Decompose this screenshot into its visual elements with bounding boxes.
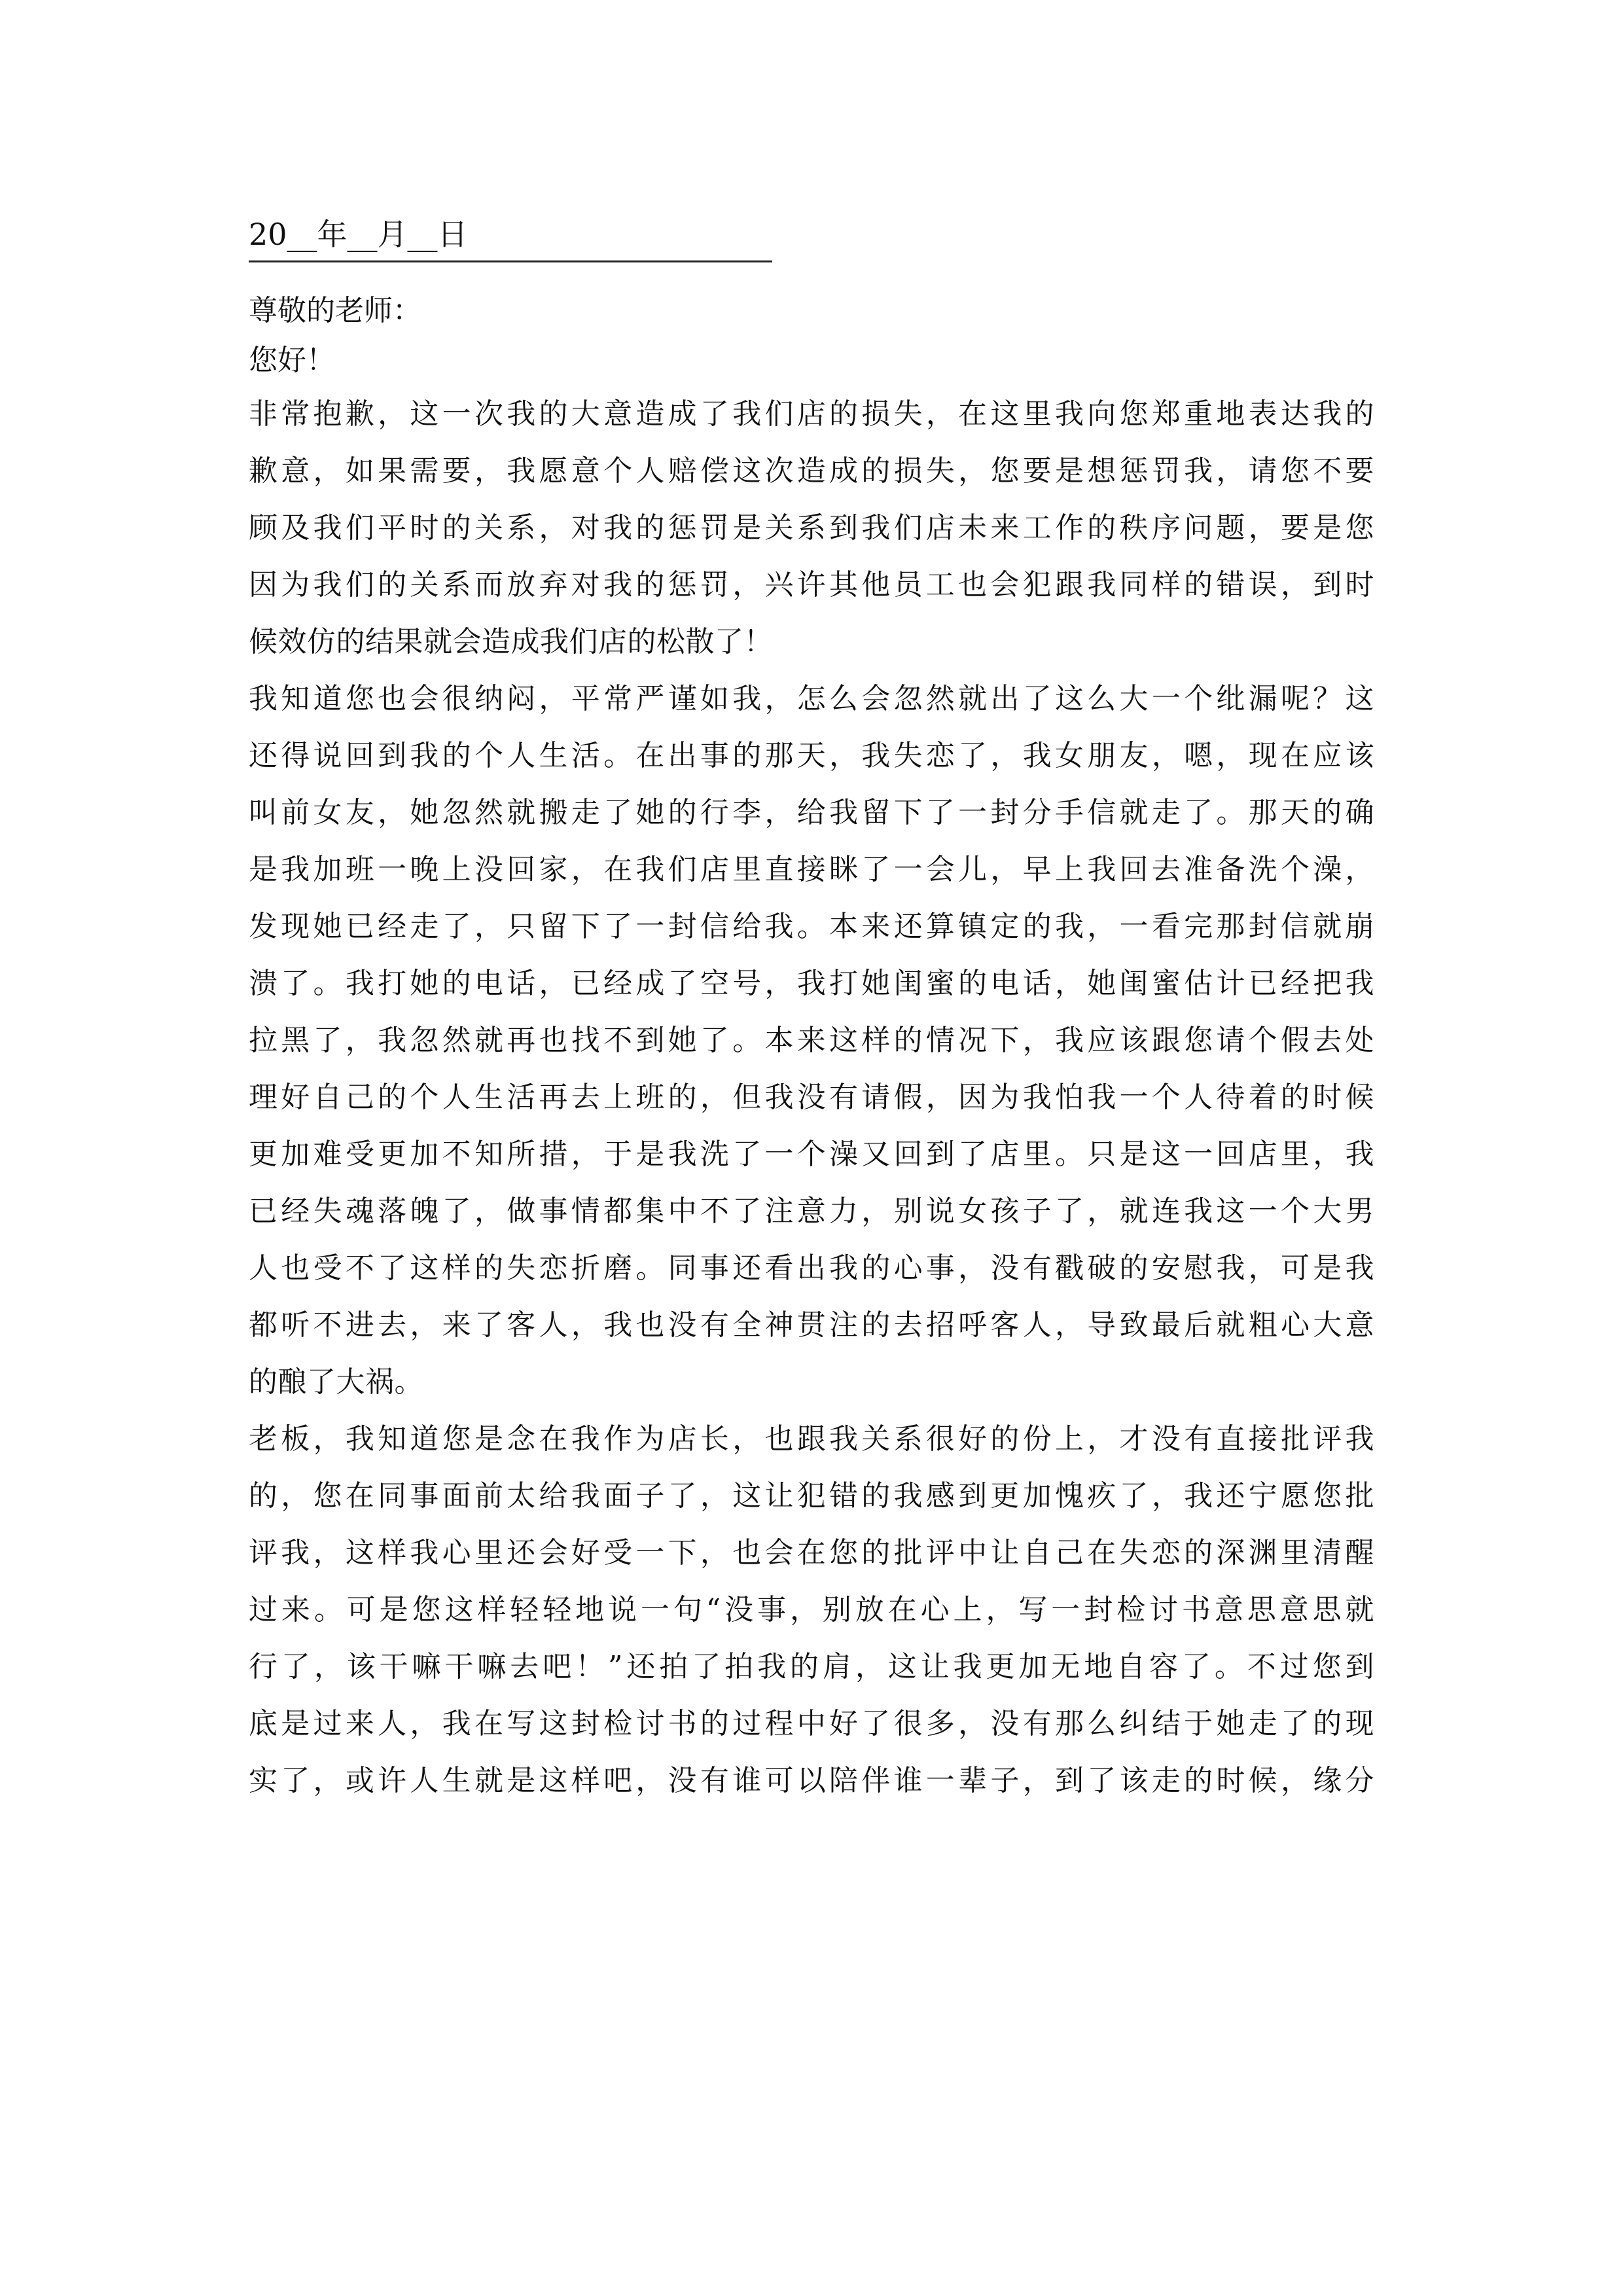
text-line: 因为我们的关系而放弃对我的惩罚，兴许其他员工也会犯跟我同样的错误，到时	[249, 568, 1374, 601]
text-line: 溃了。我打她的电话，已经成了空号，我打她闺蜜的电话，她闺蜜估计已经把我	[249, 967, 1374, 1000]
text-line: 发现她已经走了，只留下了一封信给我。本来还算镇定的我，一看完那封信就崩	[249, 910, 1374, 943]
text-line: 过来。可是您这样轻轻地说一句“没事，别放在心上，写一封检讨书意思意思就	[249, 1593, 1374, 1626]
text-line: 已经失魂落魄了，做事情都集中不了注意力，别说女孩子了，就连我这一个大男	[249, 1194, 1374, 1228]
text-line: 拉黑了，我忽然就再也找不到她了。本来这样的情况下，我应该跟您请个假去处	[249, 1024, 1374, 1057]
paragraph-reflection	[249, 1410, 1374, 1809]
text-line: 歉意，如果需要，我愿意个人赔偿这次造成的损失，您要是想惩罚我，请您不要	[249, 454, 1374, 488]
text-line: 是我加班一晚上没回家，在我们店里直接眯了一会儿，早上我回去准备洗个澡，	[249, 853, 1374, 886]
letter-body	[249, 209, 1374, 1809]
paragraph-apology	[249, 386, 1374, 670]
text-line: 的，您在同事面前太给我面子了，这让犯错的我感到更加愧疚了，我还宁愿您批	[249, 1479, 1374, 1513]
text-line: 的酿了大祸。	[249, 1365, 423, 1399]
greeting: 您好！	[249, 344, 335, 377]
text-line: 都听不进去，来了客人，我也没有全神贯注的去招呼客人，导致最后就粗心大意	[249, 1308, 1374, 1342]
text-line: 候效仿的结果就会造成我们店的松散了！	[249, 625, 773, 658]
text-line: 非常抱歉，这一次我的大意造成了我们店的损失，在这里我向您郑重地表达我的	[249, 397, 1374, 431]
text-line: 叫前女友，她忽然就搬走了她的行李，给我留下了一封分手信就走了。那天的确	[249, 796, 1374, 829]
text-line: 顾及我们平时的关系，对我的惩罚是关系到我们店未来工作的秩序问题，要是您	[249, 511, 1374, 545]
text-line: 行了，该干嘛干嘛去吧！”还拍了拍我的肩，这让我更加无地自容了。不过您到	[249, 1650, 1374, 1683]
paragraph-explanation	[249, 670, 1374, 1410]
text-line: 老板，我知道您是念在我作为店长，也跟我关系很好的份上，才没有直接批评我	[249, 1422, 1374, 1456]
text-line: 实了，或许人生就是这样吧，没有谁可以陪伴谁一辈子，到了该走的时候，缘分	[249, 1764, 1374, 1797]
text-line: 人也受不了这样的失恋折磨。同事还看出我的心事，没有戳破的安慰我，可是我	[249, 1251, 1374, 1285]
text-line: 评我，这样我心里还会好受一下，也会在您的批评中让自己在失恋的深渊里清醒	[249, 1536, 1374, 1570]
separator-line	[249, 260, 772, 262]
text-line: 理好自己的个人生活再去上班的，但我没有请假，因为我怕我一个人待着的时候	[249, 1081, 1374, 1114]
text-line: 更加难受更加不知所措，于是我洗了一个澡又回到了店里。只是这一回店里，我	[249, 1138, 1374, 1171]
date-line: 20__年__月__日	[249, 217, 468, 252]
text-line: 我知道您也会很纳闷，平常严谨如我，怎么会忽然就出了这么大一个纰漏呢？这	[249, 682, 1374, 715]
salutation: 尊敬的老师：	[249, 294, 421, 327]
text-line: 底是过来人，我在写这封检讨书的过程中好了很多，没有那么纠结于她走了的现	[249, 1707, 1374, 1740]
text-line: 还得说回到我的个人生活。在出事的那天，我失恋了，我女朋友，嗯，现在应该	[249, 739, 1374, 772]
